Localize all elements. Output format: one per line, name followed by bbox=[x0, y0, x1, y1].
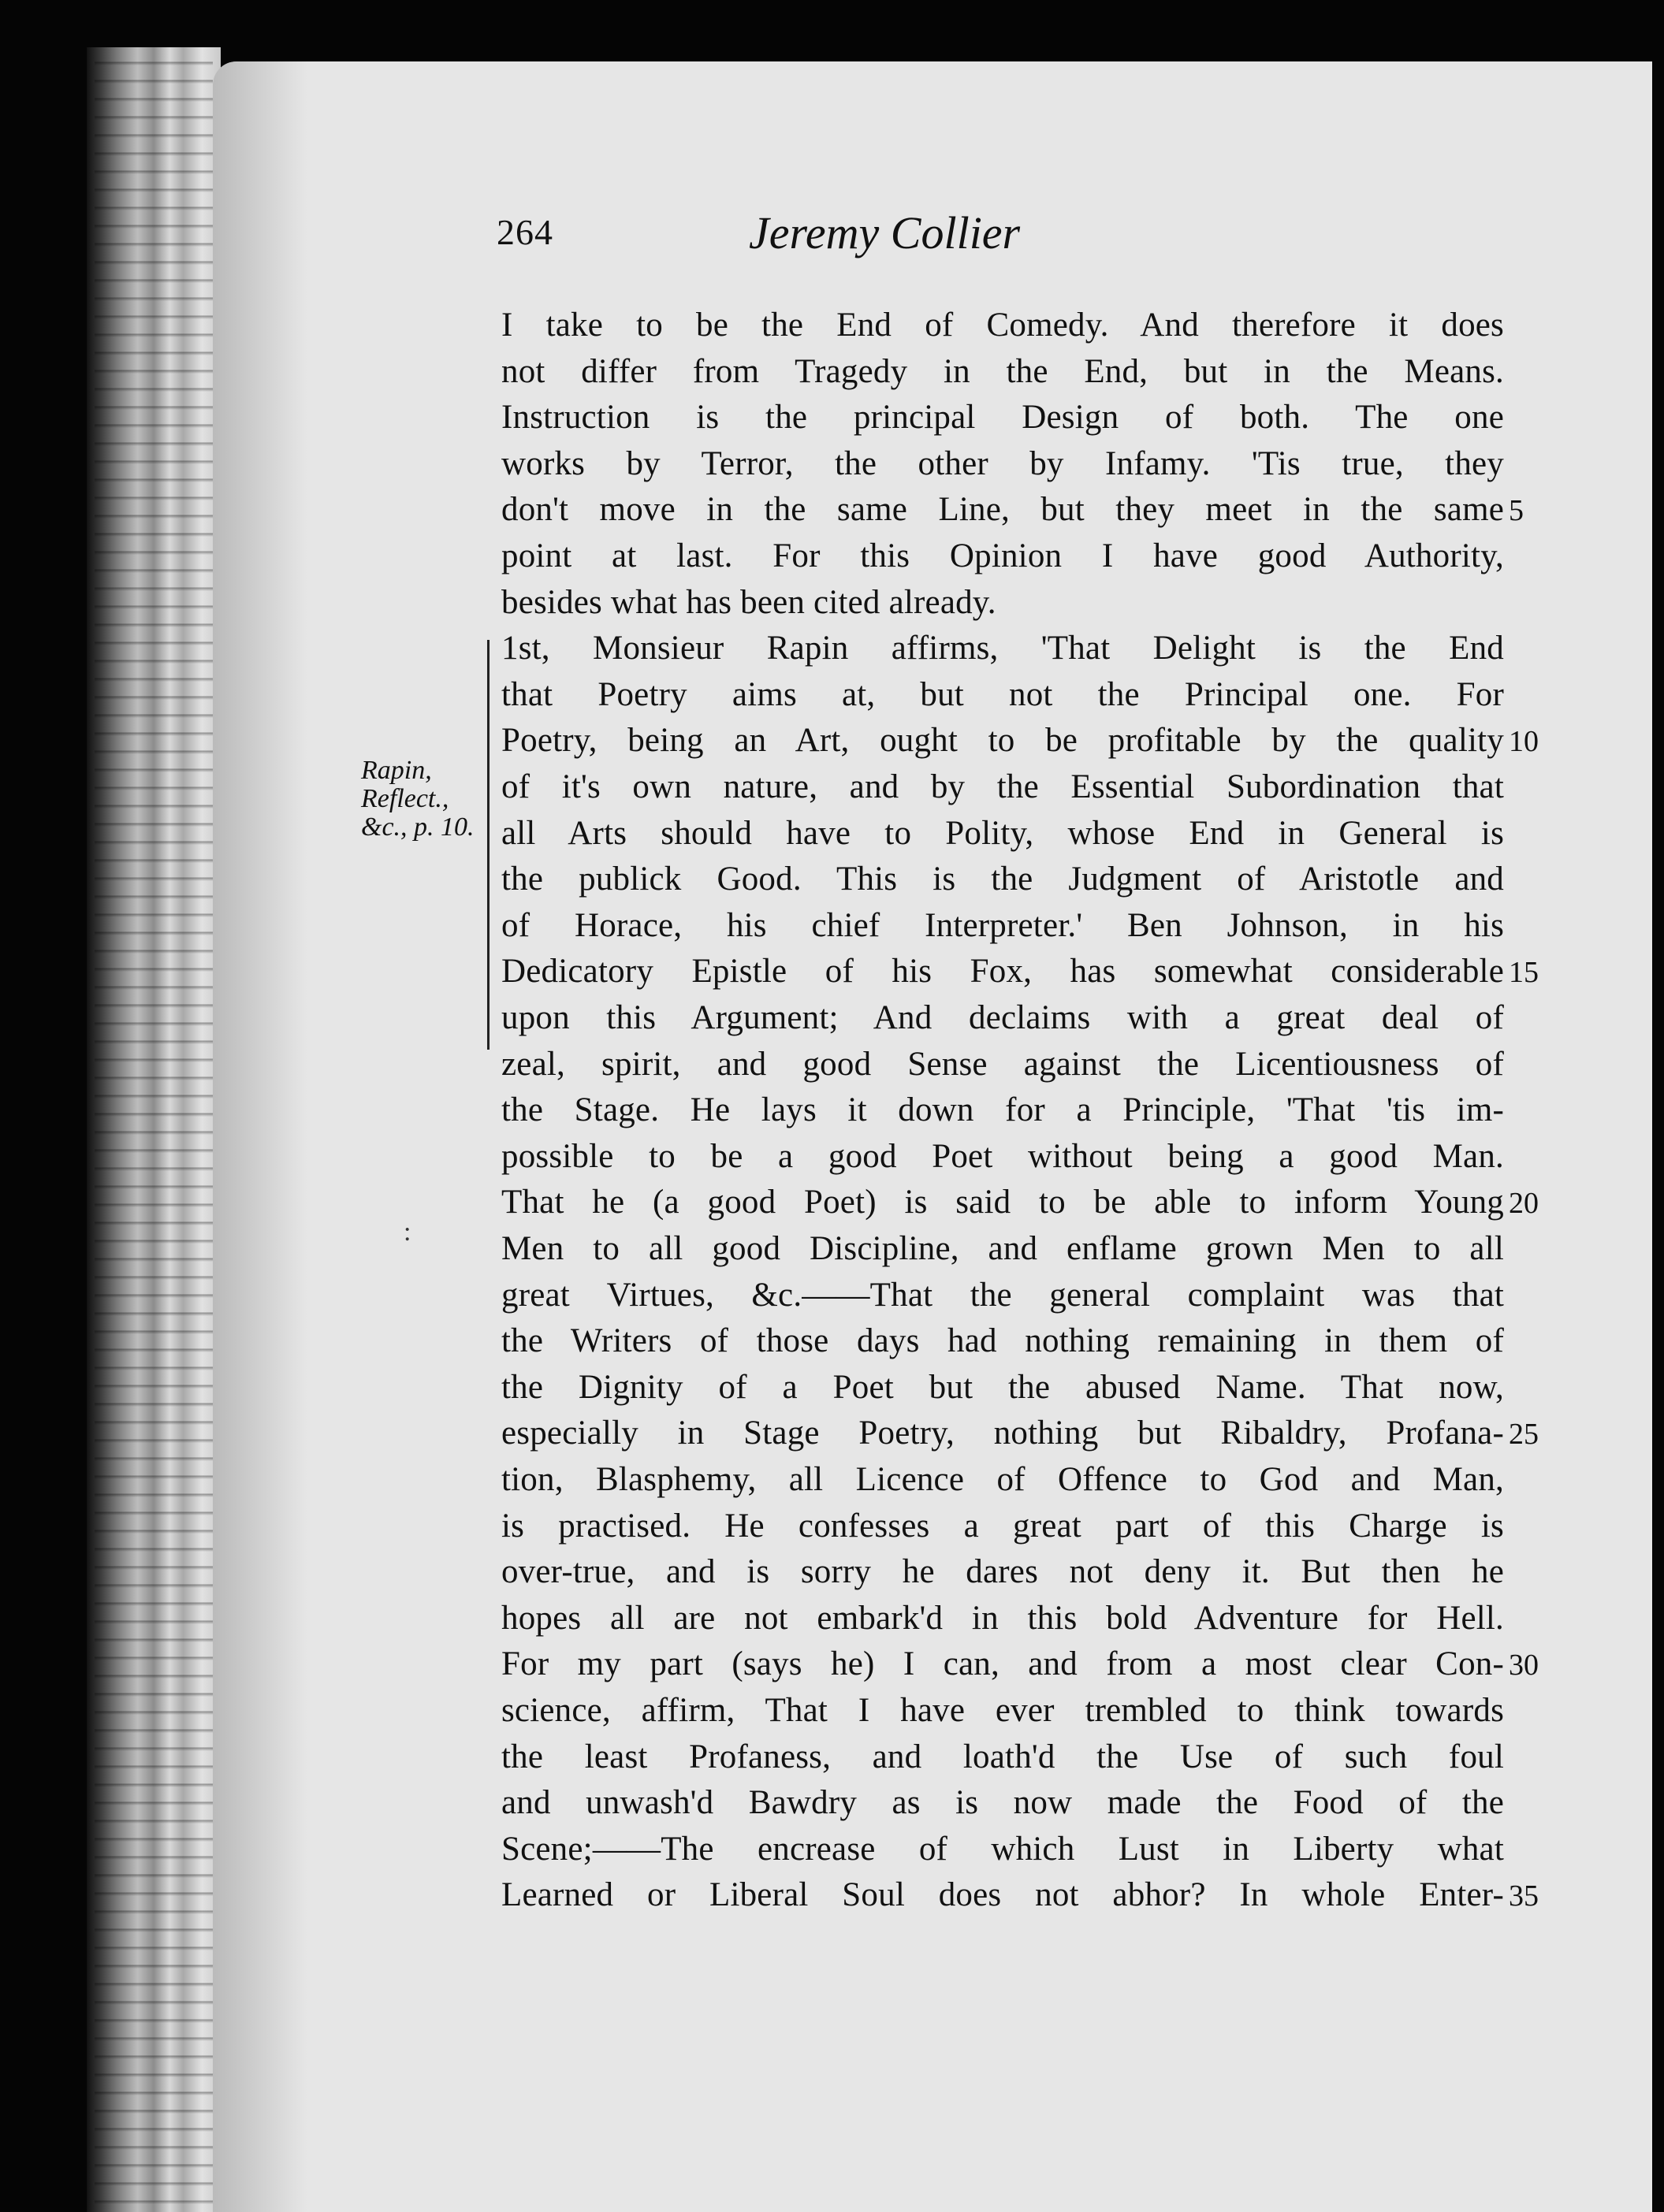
margin-dot-mark: : bbox=[404, 1218, 411, 1247]
margin-note bbox=[361, 757, 503, 842]
line-number: 35 bbox=[1509, 1879, 1539, 1913]
text-line: great Virtues, &c.——That the general complaint was that bbox=[501, 1276, 1504, 1314]
text-line: Learned or Liberal Soul does not abhor? In whole Enter- bbox=[501, 1876, 1504, 1914]
text-line: 1st, Monsieur Rapin affirms, 'That Delight is the End bbox=[501, 630, 1504, 667]
spine-texture bbox=[95, 47, 213, 2212]
text-line: Poetry, being an Art, ought to be profitable by the quality bbox=[501, 722, 1504, 760]
text-line: science, affirm, That I have ever trembled to think towards bbox=[501, 1692, 1504, 1729]
page-number: 264 bbox=[497, 212, 553, 252]
text-line: of Horace, his chief Interpreter.' Ben Johnson, in his bbox=[501, 906, 1504, 944]
text-line: that Poetry aims at, but not the Principal one. For bbox=[501, 675, 1504, 713]
text-line: over-true, and is sorry he dares not deny it. But then he bbox=[501, 1553, 1504, 1591]
page-header bbox=[497, 207, 1206, 274]
text-line: Instruction is the principal Design of both. The one bbox=[501, 399, 1504, 437]
text-line: the Writers of those days had nothing remaining in them of bbox=[501, 1322, 1504, 1360]
text-line: the publick Good. This is the Judgment of Aristotle and bbox=[501, 861, 1504, 898]
text-line: not differ from Tragedy in the End, but in the Means. bbox=[501, 352, 1504, 390]
text-line: don't move in the same Line, but they meet in the same bbox=[501, 491, 1504, 529]
text-line: besides what has been cited already. bbox=[501, 583, 996, 621]
text-line: tion, Blasphemy, all Licence of Offence to God and Man, bbox=[501, 1461, 1504, 1498]
text-line: the least Profaness, and loath'd the Use of such foul bbox=[501, 1738, 1504, 1775]
line-number: 5 bbox=[1509, 494, 1524, 528]
text-line: all Arts should have to Polity, whose End in General is bbox=[501, 814, 1504, 852]
margin-note-line: Rapin, bbox=[361, 756, 432, 785]
text-line: I take to be the End of Comedy. And therefore it does bbox=[501, 307, 1504, 344]
text-line: Men to all good Discipline, and enflame grown Men to all bbox=[501, 1230, 1504, 1267]
text-line: upon this Argument; And declaims with a great deal of bbox=[501, 999, 1504, 1036]
text-line: possible to be a good Poet without being a good Man. bbox=[501, 1137, 1504, 1175]
line-number: 25 bbox=[1509, 1418, 1539, 1452]
text-line: Dedicatory Epistle of his Fox, has somewhat considerable bbox=[501, 953, 1504, 991]
text-line: especially in Stage Poetry, nothing but Ribaldry, Profana- bbox=[501, 1415, 1504, 1452]
page-gutter-shadow bbox=[213, 61, 307, 2212]
text-line: works by Terror, the other by Infamy. 'Tis true, they bbox=[501, 444, 1504, 482]
text-line: the Dignity of a Poet but the abused Name. That now, bbox=[501, 1368, 1504, 1406]
line-number: 20 bbox=[1509, 1187, 1539, 1221]
line-number: 10 bbox=[1509, 725, 1539, 759]
margin-note-line: &c., p. 10. bbox=[361, 812, 475, 842]
text-line: For my part (says he) I can, and from a most clear Con- bbox=[501, 1645, 1504, 1683]
text-line: is practised. He confesses a great part of this Charge is bbox=[501, 1507, 1504, 1545]
margin-bracket-mark bbox=[487, 640, 490, 1050]
text-line: Scene;——The encrease of which Lust in Liberty what bbox=[501, 1830, 1504, 1868]
margin-note-line: Reflect., bbox=[361, 784, 449, 813]
text-line: zeal, spirit, and good Sense against the Licentiousness of bbox=[501, 1045, 1504, 1083]
running-title: Jeremy Collier bbox=[749, 207, 1021, 258]
text-line: and unwash'd Bawdry as is now made the Food of the bbox=[501, 1784, 1504, 1822]
line-number: 15 bbox=[1509, 956, 1539, 990]
text-line: point at last. For this Opinion I have good Authority, bbox=[501, 537, 1504, 574]
text-line: hopes all are not embark'd in this bold Adventure for Hell. bbox=[501, 1599, 1504, 1637]
line-number: 30 bbox=[1509, 1649, 1539, 1682]
text-line: the Stage. He lays it down for a Principle, 'That 'tis im- bbox=[501, 1091, 1504, 1129]
text-line: That he (a good Poet) is said to be able to inform Young bbox=[501, 1184, 1504, 1221]
text-line: of it's own nature, and by the Essential Subordination that bbox=[501, 768, 1504, 805]
